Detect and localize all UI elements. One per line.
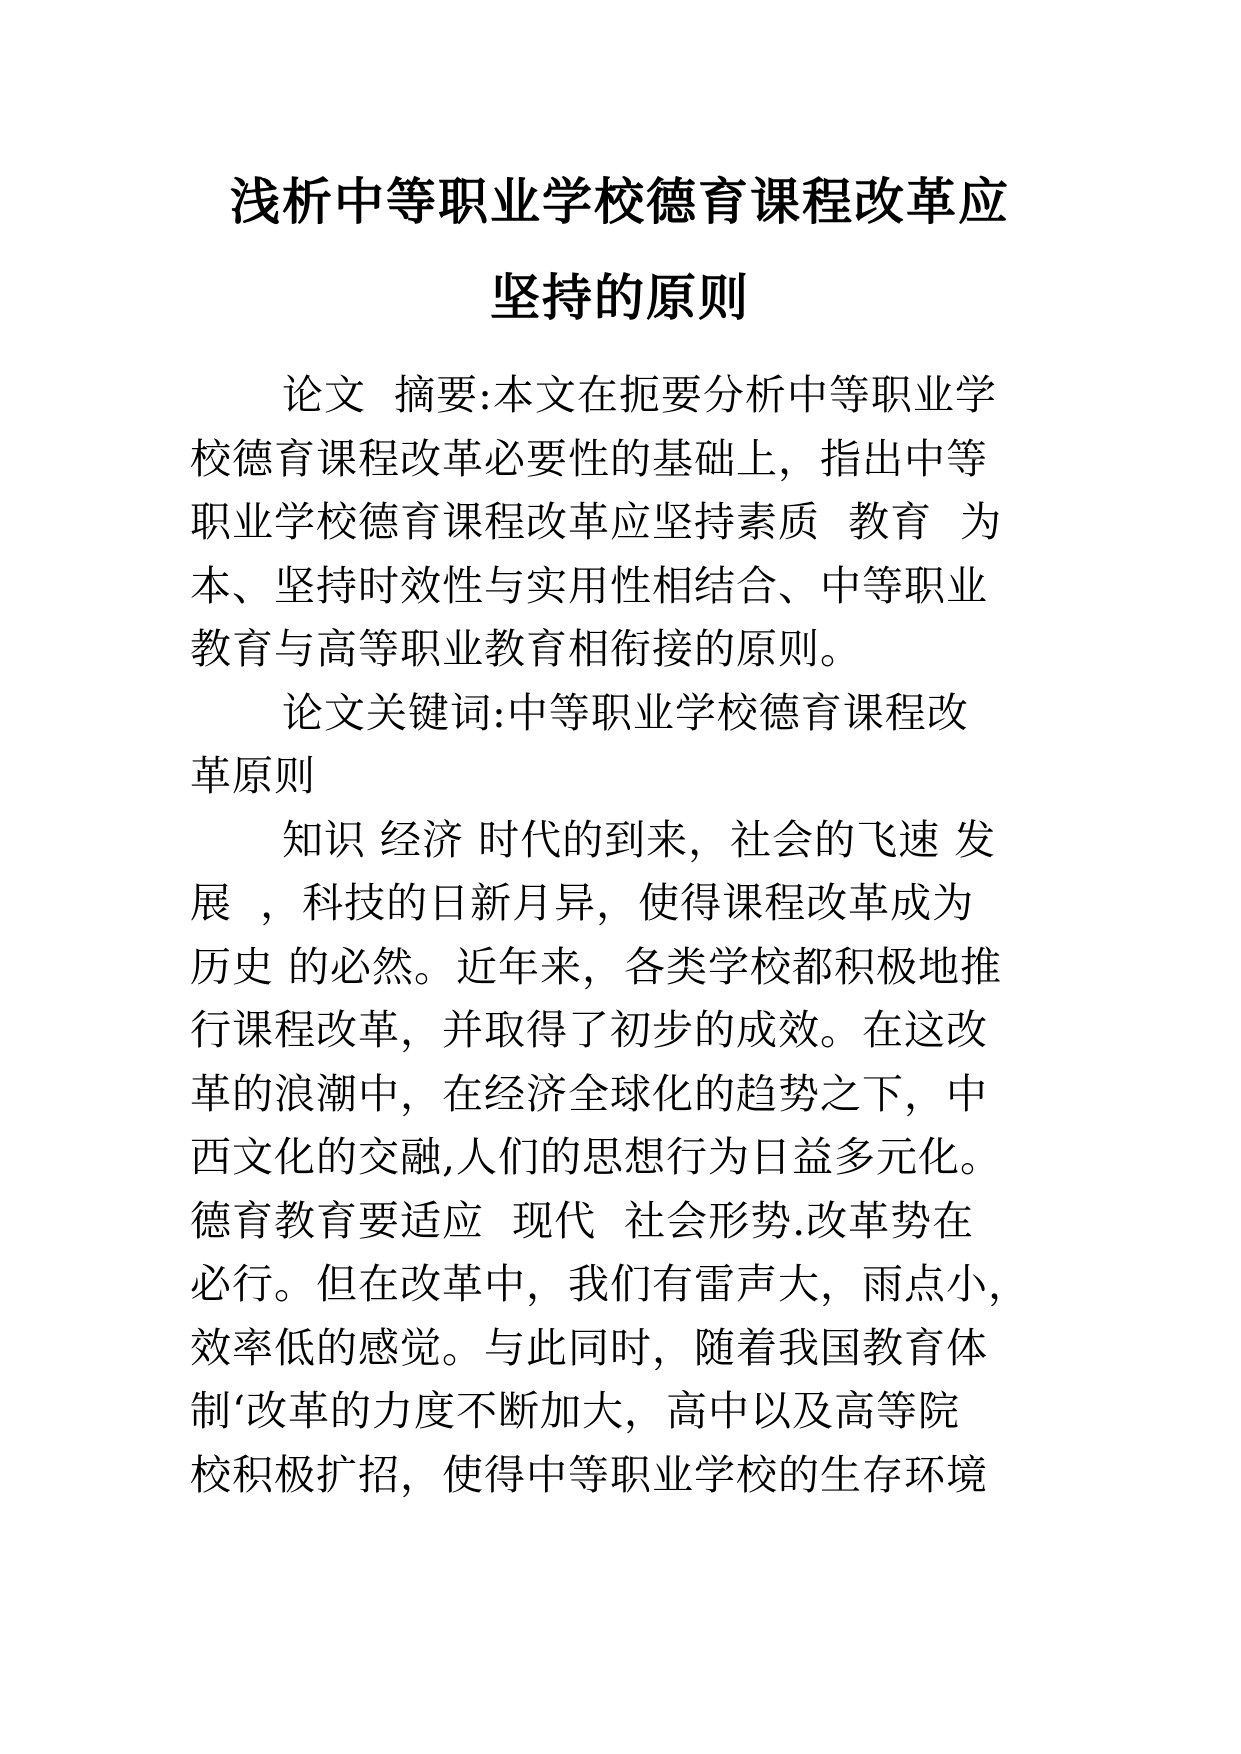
body-text-line: 历史 的必然。近年来，各类学校都积极地推 (190, 942, 1003, 991)
body-text-line: 校积极扩招，使得中等职业学校的生存环境 (190, 1450, 988, 1499)
body-text-line: 行课程改革，并取得了初步的成效。在这改 (190, 1006, 988, 1054)
document-title-line-2: 坚持的原则 (490, 269, 750, 327)
body-text-line: 校德育课程改革必要性的基础上，指出中等 (190, 434, 988, 483)
body-text-line: 职业学校德育课程改革应坚持素质 教育 为 (190, 498, 1003, 546)
body-text-line: 德育教育要适应 现代 社会形势.改革势在 (190, 1196, 975, 1245)
body-text-line: 展 ，科技的日新月异，使得课程改革成为 (190, 879, 975, 927)
body-text-line: 西文化的交融,人们的思想行为日益多元化。 (190, 1133, 1003, 1181)
body-text-line: 效率低的感觉。与此同时，随着我国教育体 (190, 1323, 988, 1372)
document-title-line-1: 浅析中等职业学校德育课程改革应 (230, 173, 1010, 231)
document-body (190, 364, 1050, 1507)
body-text-line: 革的浪潮中，在经济全球化的趋势之下，中 (190, 1069, 988, 1118)
body-text-line: 本、坚持时效性与实用性相结合、中等职业 (190, 561, 988, 610)
body-text-line: 论文关键词:中等职业学校德育课程改 (282, 688, 969, 737)
body-text-line: 论文 摘要:本文在扼要分析中等职业学 (282, 371, 997, 419)
body-text-line: 制‘改革的力度不断加大，高中以及高等院 (190, 1387, 961, 1435)
body-text-line: 革原则 (190, 752, 316, 800)
body-text-line: 知识 经济 时代的到来，社会的飞速 发 (282, 815, 997, 864)
body-text-line: 教育与高等职业教育相衔接的原则。 (190, 625, 862, 673)
body-text-line: 必行。但在改革中，我们有雷声大，雨点小， (190, 1260, 1030, 1308)
